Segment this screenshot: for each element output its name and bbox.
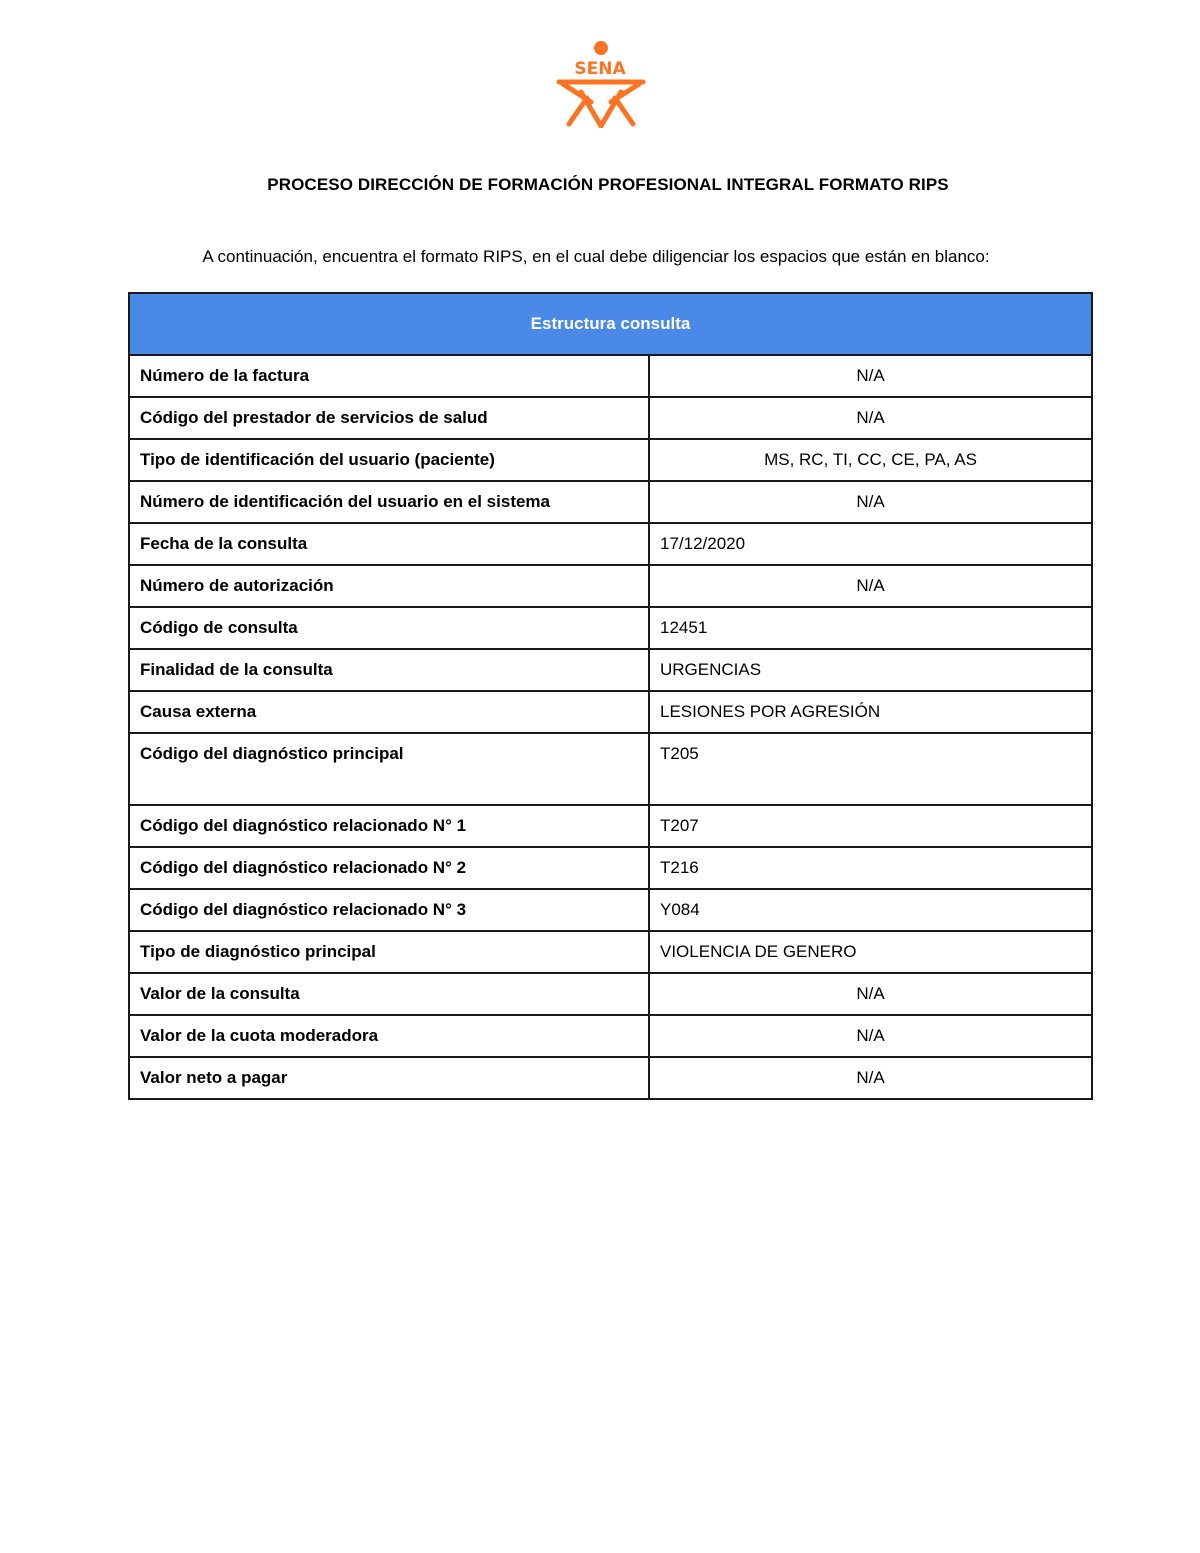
row-value: N/A [649, 1015, 1092, 1057]
table-row [129, 439, 1092, 481]
row-label: Número de autorización [129, 565, 649, 607]
row-value: N/A [649, 1057, 1092, 1099]
row-label: Valor de la cuota moderadora [129, 1015, 649, 1057]
row-label: Valor de la consulta [129, 973, 649, 1015]
intro-text: A continuación, encuentra el formato RIPS, en el cual debe diligenciar los espacios que están en blanco: [202, 247, 990, 266]
row-value: T205 [649, 733, 1092, 805]
sena-logo-text: SENA [574, 59, 626, 79]
row-value: N/A [649, 481, 1092, 523]
row-label: Código de consulta [129, 607, 649, 649]
sena-logo [553, 40, 647, 128]
row-value: MS, RC, TI, CC, CE, PA, AS [649, 439, 1092, 481]
table-header: Estructura consulta [129, 293, 1092, 355]
document-title: PROCESO DIRECCIÓN DE FORMACIÓN PROFESIONAL INTEGRAL FORMATO RIPS [267, 175, 949, 194]
table-header-row [129, 293, 1092, 355]
table-row [129, 847, 1092, 889]
row-label: Tipo de diagnóstico principal [129, 931, 649, 973]
row-label: Finalidad de la consulta [129, 649, 649, 691]
row-label: Código del diagnóstico relacionado N° 2 [129, 847, 649, 889]
row-value: N/A [649, 973, 1092, 1015]
table-row [129, 805, 1092, 847]
row-label: Código del diagnóstico relacionado N° 3 [129, 889, 649, 931]
row-value: 17/12/2020 [649, 523, 1092, 565]
row-value: LESIONES POR AGRESIÓN [649, 691, 1092, 733]
row-value: T216 [649, 847, 1092, 889]
table-row [129, 889, 1092, 931]
table-row [129, 481, 1092, 523]
table-row [129, 973, 1092, 1015]
table-row [129, 649, 1092, 691]
table-row [129, 691, 1092, 733]
table-row [129, 565, 1092, 607]
table-row [129, 397, 1092, 439]
row-label: Número de la factura [129, 355, 649, 397]
row-label: Código del diagnóstico principal [129, 733, 649, 805]
table-row [129, 1057, 1092, 1099]
table-row [129, 607, 1092, 649]
row-label: Código del prestador de servicios de salud [129, 397, 649, 439]
row-value: T207 [649, 805, 1092, 847]
row-value: VIOLENCIA DE GENERO [649, 931, 1092, 973]
row-label: Número de identificación del usuario en el sistema [129, 481, 649, 523]
row-label: Causa externa [129, 691, 649, 733]
row-value: 12451 [649, 607, 1092, 649]
table-row [129, 355, 1092, 397]
table-row [129, 931, 1092, 973]
row-label: Código del diagnóstico relacionado N° 1 [129, 805, 649, 847]
row-value: N/A [649, 355, 1092, 397]
table-row [129, 523, 1092, 565]
row-value: N/A [649, 565, 1092, 607]
table-row [129, 1015, 1092, 1057]
row-value: N/A [649, 397, 1092, 439]
row-label: Fecha de la consulta [129, 523, 649, 565]
row-value: URGENCIAS [649, 649, 1092, 691]
row-label: Tipo de identificación del usuario (paciente) [129, 439, 649, 481]
rips-table [128, 292, 1093, 1100]
row-label: Valor neto a pagar [129, 1057, 649, 1099]
table-row [129, 733, 1092, 805]
row-value: Y084 [649, 889, 1092, 931]
